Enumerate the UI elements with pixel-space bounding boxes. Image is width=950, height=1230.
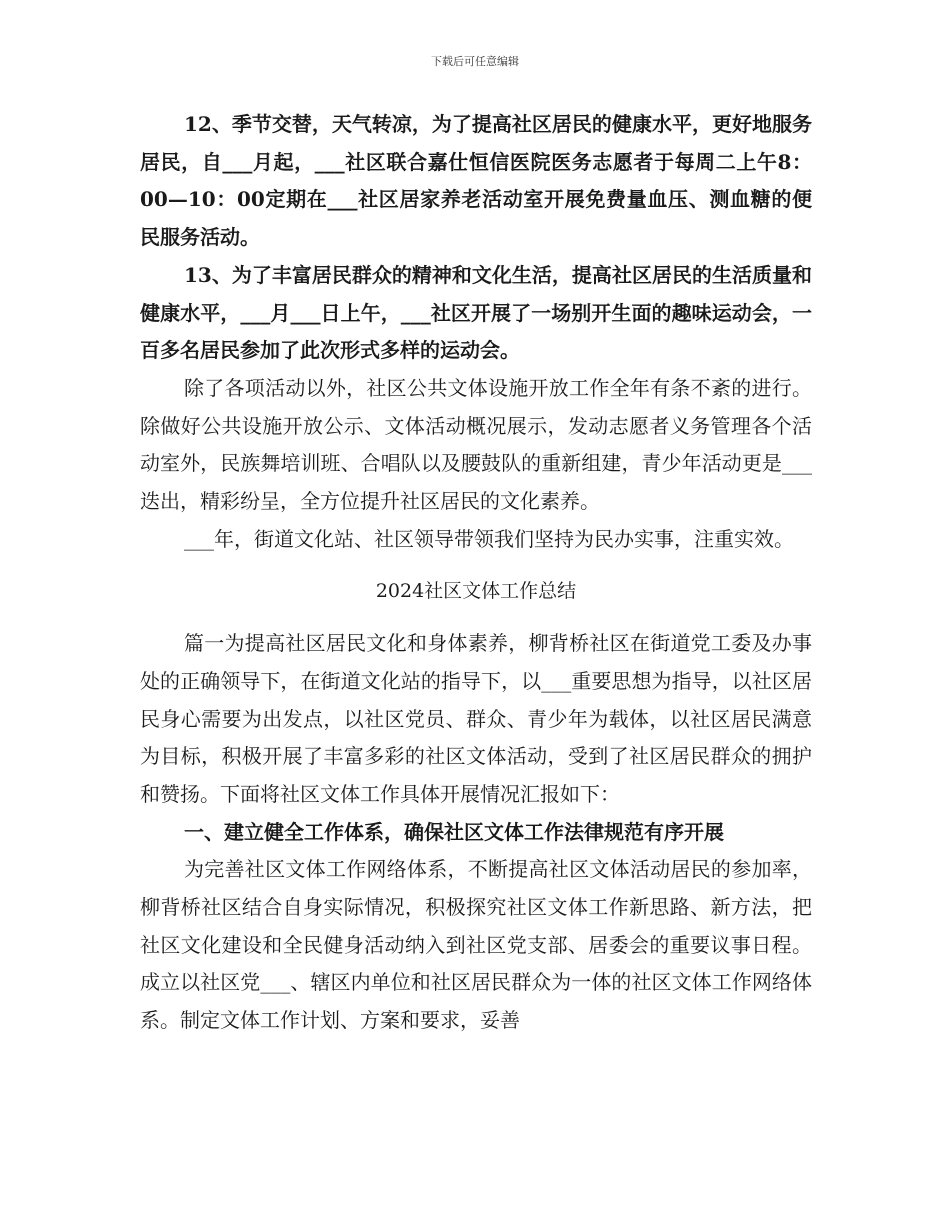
paragraph-12: 12、季节交替，天气转凉，为了提高社区居民的健康水平，更好地服务居民，自___月起，___社区联合嘉仕恒信医院医务志愿者于每周二上午8：00—10：00定期在___社区居家养老活动室开展免费量血压、测血糖的便民服务活动。 bbox=[140, 112, 812, 250]
paragraph-facilities: 除了各项活动以外，社区公共文体设施开放工作全年有条不紊的进行。除做好公共设施开放公示、文体活动概况展示，发动志愿者义务管理各个活动室外，民族舞培训班、合唱队以及腰鼓队的重新组建，青少年活动更是___迭出，精彩纷呈，全方位提升社区居民的文化素养。 bbox=[140, 375, 812, 514]
paragraph-intro: 篇一为提高社区居民文化和身体素养，柳背桥社区在街道党工委及办事处的正确领导下，在街道文化站的指导下，以___重要思想为指导，以社区居民身心需要为出发点，以社区党员、群众、青少年为载体，以社区居民满意为目标，积极开展了丰富多彩的社区文体活动，受到了社区居民群众的拥护和赞扬。下面将社区文体工作具体开展情况汇报如下： bbox=[140, 631, 812, 806]
document-body bbox=[140, 106, 812, 1040]
section-title: 2024社区文体工作总结 bbox=[375, 580, 577, 603]
paragraph-system: 为完善社区文体工作网络体系，不断提高社区文体活动居民的参加率，柳背桥社区结合自身实际情况，积极探究社区文体工作新思路、新方法，把社区文化建设和全民健身活动纳入到社区党支部、居委会的重要议事日程。成立以社区党___、辖区内单位和社区居民群众为一体的社区文体工作网络体系。制定文体工作计划、方案和要求，妥善 bbox=[140, 857, 812, 1033]
page-header: 下载后可任意编辑 bbox=[431, 55, 519, 68]
heading-one: 一、建立健全工作体系，确保社区文体工作法律规范有序开展 bbox=[184, 819, 724, 844]
paragraph-13: 13、为了丰富居民群众的精神和文化生活，提高社区居民的生活质量和健康水平，___月___日上午，___社区开展了一场别开生面的趣味运动会，一百多名居民参加了此次形式多样的运动会。 bbox=[140, 262, 812, 363]
paragraph-year: ___年，街道文化站、社区领导带领我们坚持为民办实事，注重实效。 bbox=[184, 526, 794, 551]
